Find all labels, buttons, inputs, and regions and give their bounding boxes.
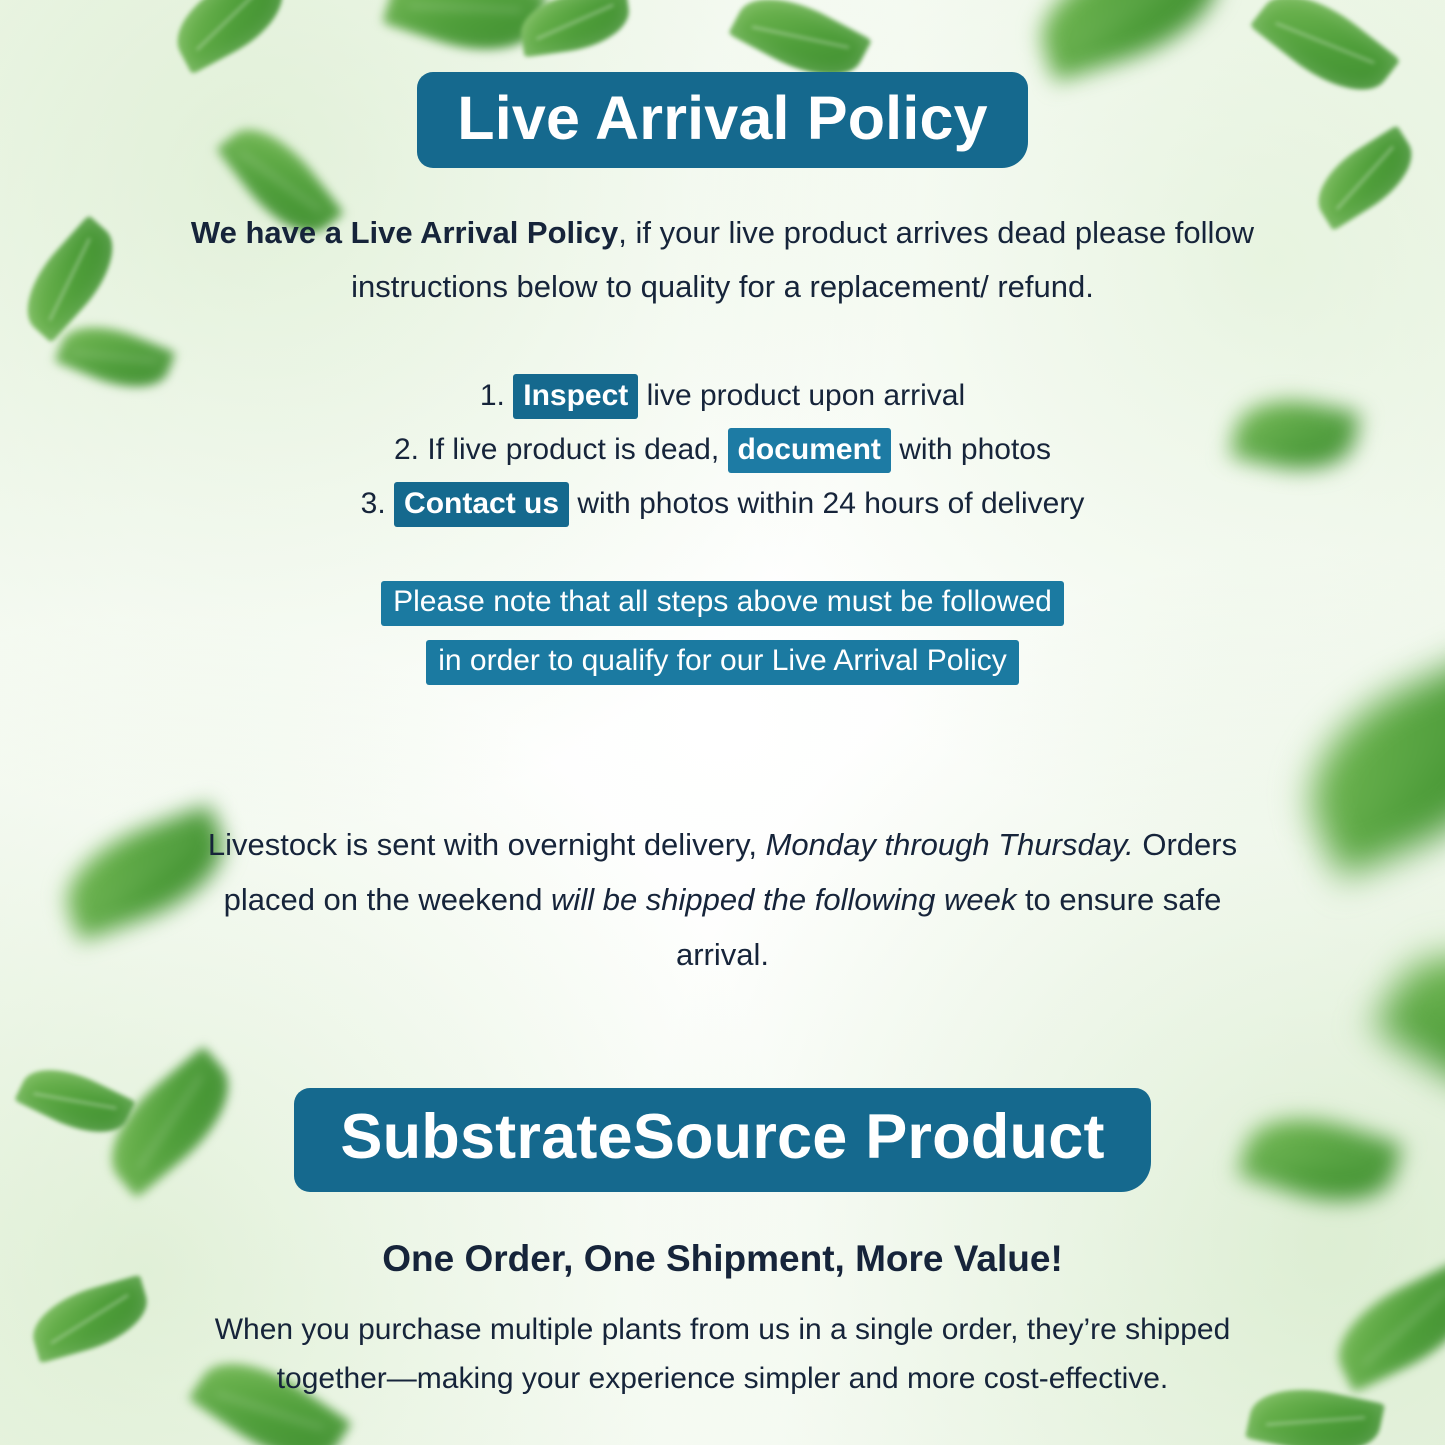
product-subheading: One Order, One Shipment, More Value! <box>382 1238 1063 1280</box>
shipping-text-2: Orders placed on the weekend <box>223 826 1238 917</box>
shipping-italic-1: Monday through Thursday. <box>765 826 1134 862</box>
policy-intro-paragraph <box>168 206 1278 315</box>
live-arrival-policy-banner-wrap <box>0 72 1445 168</box>
list-item <box>133 378 1313 412</box>
shipping-text-3: to ensure safe arrival. <box>675 881 1222 972</box>
step-text: with photos within 24 hours of delivery <box>577 486 1085 520</box>
policy-note <box>133 581 1313 699</box>
step-highlight-inspect: Inspect <box>513 374 638 419</box>
policy-note-line-2: in order to qualify for our Live Arrival Policy <box>426 640 1019 685</box>
leaf-icon <box>162 0 298 74</box>
poster-content <box>0 72 1445 1445</box>
policy-intro-bold: We have a Live Arrival Policy <box>190 215 619 251</box>
shipping-text-1: Livestock is sent with overnight delivery, <box>207 826 766 862</box>
step-text: live product upon arrival <box>646 378 966 412</box>
step-number: 2. <box>394 432 420 466</box>
step-number: 1. <box>479 378 505 412</box>
policy-note-line-1-wrap <box>133 581 1313 640</box>
step-number: 3. <box>360 486 386 520</box>
policy-note-line-1: Please note that all steps above must be followed <box>381 581 1064 626</box>
step-highlight-contact-us: Contact us <box>394 482 569 527</box>
leaf-icon <box>1025 0 1235 83</box>
step-text: with photos <box>899 432 1051 466</box>
list-item <box>133 486 1313 520</box>
step-pre-text: If live product is dead, <box>427 432 720 466</box>
shipping-italic-2: will be shipped the following week <box>551 881 1017 917</box>
policy-note-line-2-wrap <box>133 640 1313 699</box>
policy-intro-rest: , if your live product arrives dead please follow instructions below to quality for a replacement/ refund. <box>351 215 1255 305</box>
live-arrival-policy-title: Live Arrival Policy <box>417 72 1027 168</box>
product-body-text: When you purchase multiple plants from us in a single order, they’re shipped together—making your experience simpler and more cost-effective. <box>214 1313 1231 1395</box>
shipping-paragraph <box>183 817 1263 983</box>
policy-steps-list <box>133 378 1313 520</box>
product-section-title: SubstrateSource Product <box>294 1088 1150 1192</box>
product-banner-wrap <box>0 1088 1445 1192</box>
step-highlight-document: document <box>728 428 891 473</box>
list-item <box>133 432 1313 466</box>
